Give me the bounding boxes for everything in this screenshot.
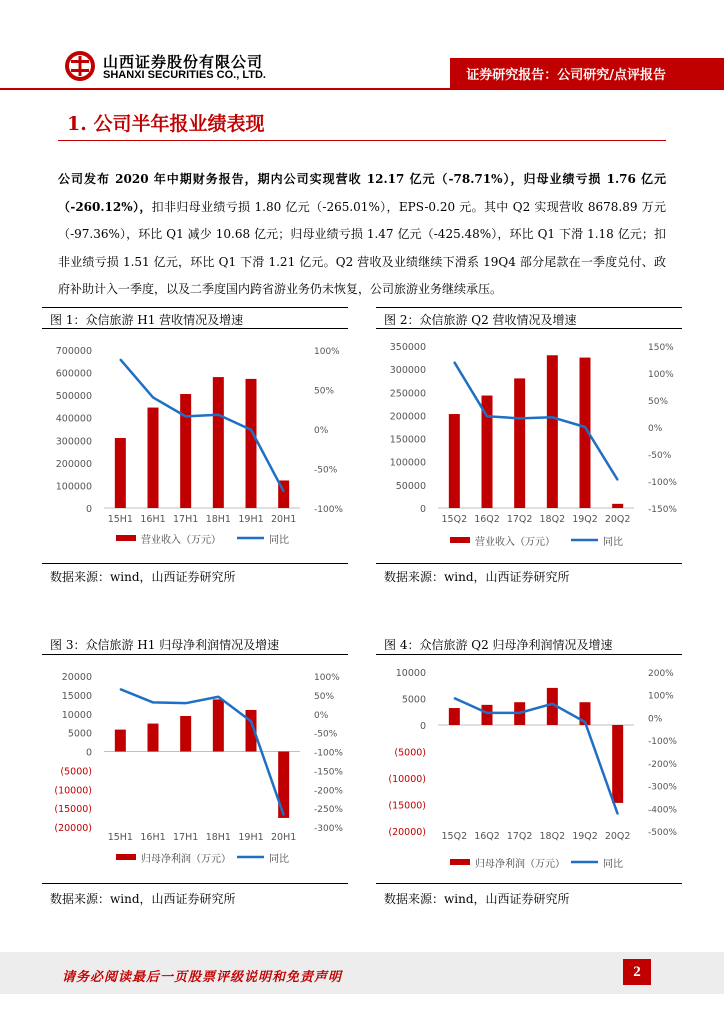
right-axis-tick: 50%: [648, 397, 669, 407]
right-axis-tick: -150%: [648, 505, 677, 515]
left-axis-tick: (5000): [60, 766, 92, 778]
bar-18Q2: [547, 355, 558, 508]
figure-1-chart: [42, 332, 348, 557]
bar-18H1: [213, 377, 224, 508]
figure-2-top-rule: [376, 307, 682, 308]
yoy-point-16H1: [152, 702, 154, 704]
yoy-point-18Q2: [552, 703, 554, 705]
figure-1-bottom-rule: [42, 563, 348, 564]
category-label: 17H1: [173, 832, 199, 843]
legend-line-label: 同比: [269, 854, 289, 865]
figure-3-chart: [42, 658, 348, 878]
left-axis-tick: 0: [85, 747, 92, 759]
left-axis-tick: 15000: [61, 690, 92, 702]
category-label: 18Q2: [539, 514, 566, 525]
left-axis-tick: 100000: [55, 481, 92, 493]
category-label: 15Q2: [441, 831, 468, 842]
legend-bar-swatch: [450, 859, 470, 865]
yoy-growth-line: [120, 359, 283, 491]
yoy-point-15H1: [120, 359, 122, 361]
bar-16Q2: [482, 396, 493, 508]
yoy-point-17H1: [185, 416, 187, 418]
right-axis-tick: -300%: [648, 782, 677, 793]
legend-bar-swatch: [450, 537, 470, 543]
yoy-point-15H1: [120, 688, 122, 690]
yoy-point-17Q2: [519, 712, 521, 714]
left-axis-tick: 350000: [389, 342, 426, 353]
bar-16H1: [148, 724, 159, 752]
right-axis-tick: 100%: [314, 347, 340, 357]
left-axis-tick: 200000: [389, 411, 426, 423]
yoy-point-18Q2: [552, 416, 554, 418]
category-label: 16Q2: [474, 514, 500, 525]
yoy-point-19Q2: [584, 721, 586, 723]
left-axis-tick: 5000: [401, 694, 426, 706]
figure-2-title-rule: [376, 328, 682, 329]
left-axis-tick: 300000: [55, 436, 92, 448]
yoy-point-15Q2: [454, 361, 456, 363]
bar-18H1: [213, 699, 224, 751]
left-axis-tick: 200000: [55, 458, 92, 470]
bar-16H1: [148, 408, 159, 508]
left-axis-tick: 150000: [389, 434, 426, 446]
yoy-point-20Q2: [617, 813, 619, 815]
right-axis-tick: 100%: [648, 370, 674, 380]
right-axis-tick: -50%: [314, 729, 338, 740]
category-label: 19H1: [238, 514, 264, 525]
left-axis-tick: 0: [419, 504, 426, 515]
figure-2-title: 图 2：众信旅游 Q2 营收情况及增速: [384, 313, 577, 327]
left-axis-tick: 300000: [389, 365, 426, 377]
category-label: 20H1: [271, 514, 297, 525]
page-number: 2: [623, 959, 651, 985]
legend-line-label: 同比: [269, 535, 289, 546]
right-axis-tick: -50%: [314, 465, 338, 476]
summary-paragraph: [58, 166, 666, 304]
yoy-point-16H1: [152, 397, 154, 399]
category-label: 15Q2: [441, 514, 468, 525]
left-axis-tick: 20000: [61, 672, 92, 683]
left-axis-tick: (20000): [388, 827, 426, 838]
category-label: 20Q2: [604, 831, 631, 842]
paragraph-body: 扣非归母业绩亏损 1.80 亿元（-265.01%），EPS-0.20 元。其中 Q2 实现营收 8678.89 万元（-97.36%），环比 Q1 减少 10.68 亿元；归母业绩亏损 1.47 亿元（-425.48%），环比 Q1 下滑 1.18 亿元；扣非业绩亏损 1.51 亿元，环比 Q1 下滑 1.21 亿元。Q2 营收及业绩继续下滑系 19Q4 部分尾款在一季度兑付、政府补助计入一季度，以及二季度国内跨省游业务仍未恢复，公司旅游业务继续承压。: [58, 199, 667, 296]
left-axis-tick: (20000): [54, 823, 92, 834]
right-axis-tick: 200%: [648, 669, 674, 679]
category-label: 19H1: [238, 832, 264, 843]
yoy-point-18H1: [218, 414, 220, 416]
right-axis-tick: 150%: [648, 343, 674, 353]
yoy-growth-line: [120, 689, 283, 815]
report-type: 证券研究报告：公司研究/点评报告: [466, 68, 666, 83]
yoy-point-20Q2: [617, 479, 619, 481]
category-label: 17Q2: [506, 831, 533, 842]
right-axis-tick: 0%: [314, 710, 329, 721]
left-axis-tick: 700000: [55, 346, 92, 357]
legend-line-label: 同比: [603, 859, 623, 870]
figure-4-source: 数据来源：wind，山西证券研究所: [384, 892, 570, 906]
paragraph-lead: 公司发布 2020 年中期财务报告，期内公司实现营收 12.17 亿元（-78.71%），归母业绩亏损 1.76 亿元（-260.12%），: [58, 172, 666, 214]
left-axis-tick: (10000): [54, 785, 92, 797]
left-axis-tick: 0: [419, 721, 426, 732]
left-axis-tick: 250000: [389, 388, 426, 400]
section-divider: [58, 140, 666, 141]
figure-2-bottom-rule: [376, 563, 682, 564]
yoy-point-18H1: [218, 696, 220, 698]
figure-2-chart: [376, 332, 682, 557]
left-axis-tick: 10000: [61, 709, 92, 721]
legend-bar-label: 归母净利润（万元）: [141, 854, 231, 865]
right-axis-tick: 0%: [314, 426, 329, 436]
bar-15H1: [115, 730, 126, 752]
right-axis-tick: -100%: [648, 478, 677, 488]
left-axis-tick: (15000): [388, 800, 426, 812]
yoy-point-15Q2: [454, 697, 456, 699]
right-axis-tick: -100%: [314, 748, 343, 759]
legend-bar-swatch: [116, 854, 136, 860]
right-axis-tick: -150%: [314, 767, 343, 778]
yoy-point-19H1: [250, 429, 252, 431]
figure-4-title: 图 4：众信旅游 Q2 归母净利润情况及增速: [384, 638, 613, 652]
yoy-point-19Q2: [584, 426, 586, 428]
section-title: 1. 公司半年报业绩表现: [67, 113, 265, 135]
legend-line-label: 同比: [603, 537, 623, 548]
left-axis-tick: 50000: [395, 480, 426, 492]
left-axis-tick: 400000: [55, 413, 92, 425]
bar-17Q2: [514, 378, 525, 508]
left-axis-tick: 600000: [55, 368, 92, 380]
yoy-point-20H1: [283, 491, 285, 493]
right-axis-tick: 50%: [314, 691, 335, 702]
right-axis-tick: -250%: [314, 805, 343, 816]
yoy-growth-line: [454, 698, 617, 814]
left-axis-tick: 100000: [389, 457, 426, 469]
category-label: 16H1: [140, 514, 166, 525]
footer-disclaimer: 请务必阅读最后一页股票评级说明和免责声明: [62, 970, 343, 985]
category-label: 20H1: [271, 832, 297, 843]
category-label: 20Q2: [604, 514, 631, 525]
right-axis-tick: 50%: [314, 386, 335, 397]
figure-1-title: 图 1：众信旅游 H1 营收情况及增速: [50, 313, 244, 327]
company-name-cn: 山西证券股份有限公司: [103, 53, 264, 71]
bar-16Q2: [482, 705, 493, 725]
right-axis-tick: 100%: [648, 691, 674, 702]
right-axis-tick: -500%: [648, 828, 677, 838]
legend-bar-label: 营业收入（万元）: [475, 537, 555, 548]
category-label: 16H1: [140, 832, 166, 843]
left-axis-tick: 10000: [395, 668, 426, 679]
bar-20Q2: [612, 504, 623, 508]
right-axis-tick: -100%: [648, 737, 677, 748]
bar-19H1: [246, 379, 257, 508]
right-axis-tick: 100%: [314, 673, 340, 683]
bar-20Q2: [612, 725, 623, 803]
category-label: 18Q2: [539, 831, 566, 842]
company-logo-icon: [64, 50, 96, 82]
figure-4-bottom-rule: [376, 883, 682, 884]
bar-17H1: [180, 716, 191, 751]
legend-bar-label: 营业收入（万元）: [141, 535, 221, 546]
right-axis-tick: 0%: [648, 424, 663, 434]
right-axis-tick: 0%: [648, 714, 663, 725]
bar-15Q2: [449, 708, 460, 725]
legend-bar-swatch: [116, 535, 136, 541]
category-label: 17Q2: [506, 514, 533, 525]
left-axis-tick: 0: [85, 504, 92, 515]
category-label: 15H1: [107, 832, 133, 843]
left-axis-tick: (5000): [394, 747, 426, 759]
figure-3-bottom-rule: [42, 883, 348, 884]
legend-bar-label: 归母净利润（万元）: [475, 859, 565, 870]
category-label: 18H1: [205, 832, 231, 843]
right-axis-tick: -300%: [314, 824, 343, 834]
right-axis-tick: -200%: [648, 759, 677, 770]
header-divider: [0, 88, 724, 90]
left-axis-tick: (10000): [388, 774, 426, 785]
right-axis-tick: -400%: [648, 805, 677, 816]
yoy-point-16Q2: [486, 712, 488, 714]
category-label: 17H1: [173, 514, 199, 525]
company-name-en: SHANXI SECURITIES CO., LTD.: [103, 69, 266, 81]
figure-2-source: 数据来源：wind，山西证券研究所: [384, 570, 570, 584]
figure-4-chart: [376, 658, 682, 878]
category-label: 15H1: [107, 514, 133, 525]
yoy-growth-line: [454, 362, 617, 480]
right-axis-tick: -200%: [314, 786, 343, 797]
bar-15H1: [115, 438, 126, 508]
yoy-point-16Q2: [486, 415, 488, 417]
bar-17H1: [180, 394, 191, 508]
yoy-point-17H1: [185, 702, 187, 704]
bar-20H1: [278, 752, 289, 818]
figure-3-title-rule: [42, 654, 348, 655]
yoy-point-20H1: [283, 814, 285, 816]
bar-15Q2: [449, 414, 460, 508]
right-axis-tick: -50%: [648, 451, 672, 461]
figure-3-title: 图 3：众信旅游 H1 归母净利润情况及增速: [50, 638, 280, 652]
figure-1-top-rule: [42, 307, 348, 308]
category-label: 19Q2: [572, 514, 598, 525]
category-label: 18H1: [205, 514, 231, 525]
figure-3-source: 数据来源：wind，山西证券研究所: [50, 892, 236, 906]
category-label: 16Q2: [474, 831, 500, 842]
figure-1-source: 数据来源：wind，山西证券研究所: [50, 570, 236, 584]
category-label: 19Q2: [572, 831, 598, 842]
figure-4-title-rule: [376, 654, 682, 655]
right-axis-tick: -100%: [314, 505, 343, 515]
left-axis-tick: 5000: [67, 728, 92, 740]
left-axis-tick: 500000: [55, 391, 92, 403]
yoy-point-19H1: [250, 721, 252, 723]
yoy-point-17Q2: [519, 418, 521, 420]
left-axis-tick: (15000): [54, 804, 92, 816]
figure-1-title-rule: [42, 328, 348, 329]
